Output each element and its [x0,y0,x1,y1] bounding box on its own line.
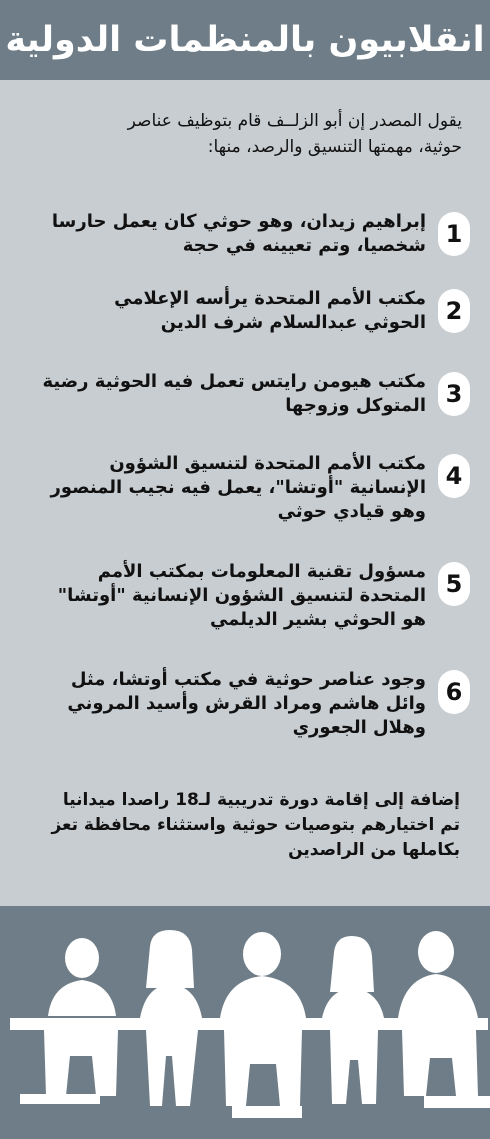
closing-note [20,788,460,863]
list-item-text [18,668,426,740]
item-line: وائل هاشم ومراد القرش وأسيد المروني [67,693,426,714]
item-line: مكتب الأمم المتحدة لتنسيق الشؤون [109,453,426,474]
header-bar [0,0,490,80]
page-title: انقلابيون بالمنظمات الدولية [5,20,485,60]
list-item [18,210,470,294]
item-line: مكتب هيومن رايتس تعمل فيه الحوثية رضية [42,371,426,392]
list-item-text [18,287,426,335]
item-line: وجود عناصر حوثية في مكتب أوتشا، مثل [70,669,426,690]
list-item [18,452,470,536]
number-badge: 6 [438,670,470,714]
item-line: المتحدة لتنسيق الشؤون الإنسانية "أوتشا" [57,585,426,606]
intro-paragraph [22,108,462,160]
note-line: تم اختيارهم بتوصيات حوثية واستثناء محافظة تعز [51,815,460,835]
table-shape [10,1018,488,1030]
item-line: الحوثي عبدالسلام شرف الدين [160,312,426,333]
item-line: شخصيا، وتم تعيينه في حجة [182,235,426,256]
footer-illustration [0,906,490,1139]
list-item [18,560,470,644]
list-item-text [18,210,426,258]
intro-line: حوثية، مهمتها التنسيق والرصد، منها: [207,137,462,157]
item-line: وهو قيادي حوثي [277,501,426,522]
item-line: الإنسانية "أوتشا"، يعمل فيه نجيب المنصور [50,477,426,498]
item-line: إبراهيم زيدان، وهو حوثي كان يعمل حارسا [51,211,426,232]
list-item-text [18,370,426,418]
note-line: بكاملها من الراصدين [288,840,460,860]
list-item [18,668,470,752]
list-item [18,370,470,454]
list-item [18,287,470,371]
item-line: المتوكل وزوجها [285,395,426,416]
item-line: هو الحوثي بشير الديلمي [209,609,426,630]
list-item-text [18,560,426,632]
intro-line: يقول المصدر إن أبو الزلــف قام بتوظيف عناصر [127,111,462,131]
list-item-text [18,452,426,524]
number-badge: 2 [438,289,470,333]
number-badge: 3 [438,372,470,416]
number-badge: 1 [438,212,470,256]
number-badge: 5 [438,562,470,606]
note-line: إضافة إلى إقامة دورة تدريبية لـ18 راصدا ميدانيا [62,790,460,810]
item-line: مسؤول تقنية المعلومات بمكتب الأمم [97,561,426,582]
number-badge: 4 [438,454,470,498]
meeting-silhouettes-image [0,906,490,1139]
person-silhouette [140,930,202,1106]
item-line: مكتب الأمم المتحدة يرأسه الإعلامي [114,288,426,309]
item-line: وهلال الجعوري [292,717,426,738]
